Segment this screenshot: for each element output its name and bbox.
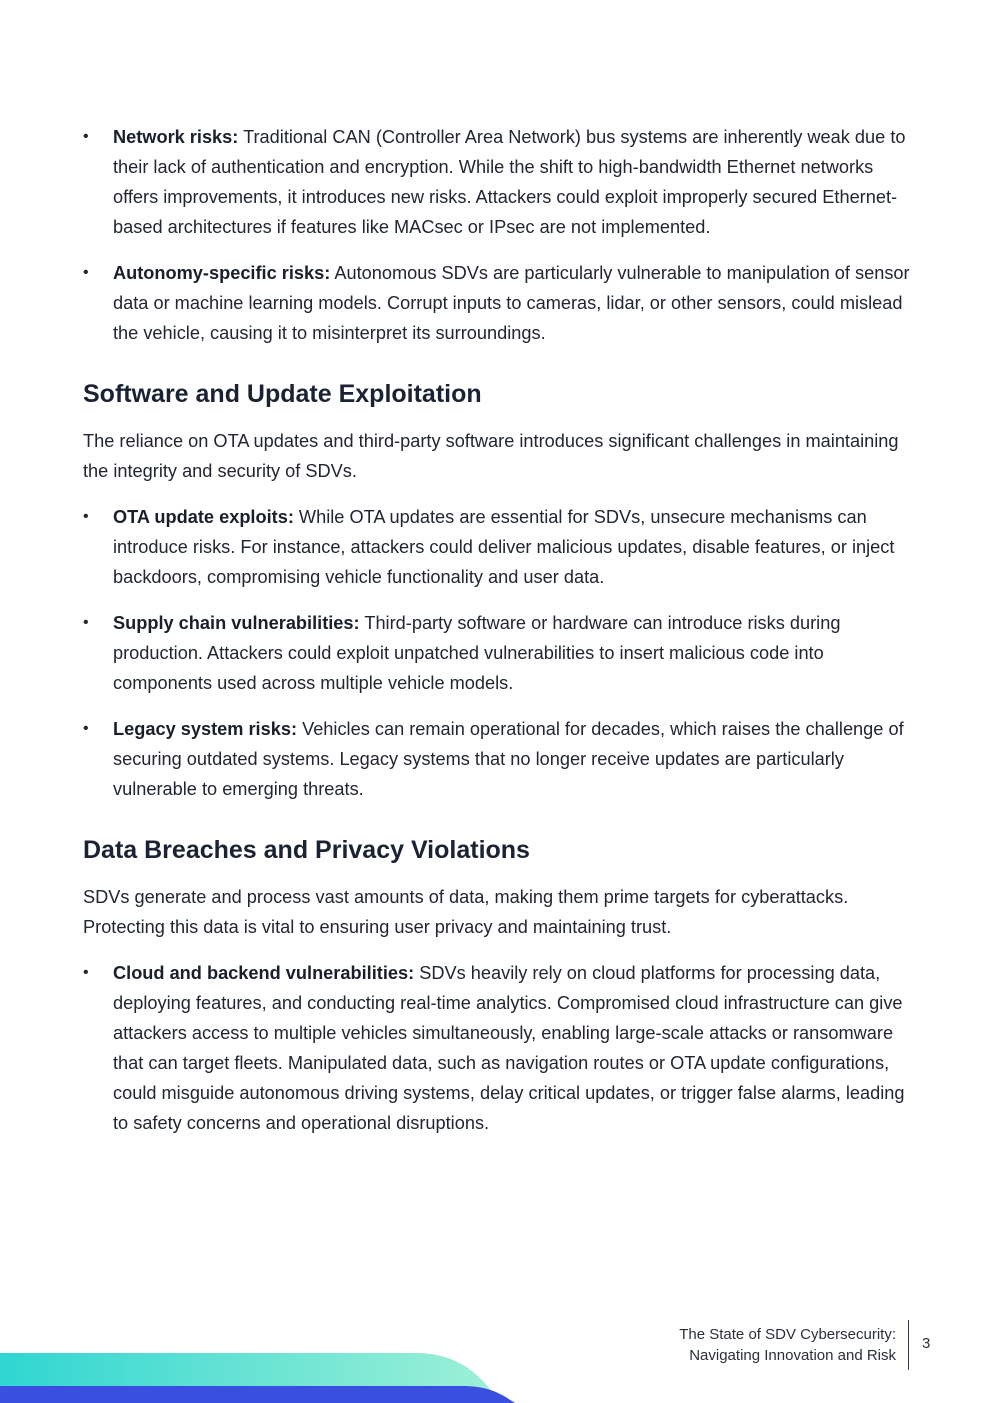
section-heading-software: Software and Update Exploitation <box>83 380 482 408</box>
section-heading-data-breaches: Data Breaches and Privacy Violations <box>83 836 530 864</box>
software-risks-list <box>83 502 913 804</box>
bullet-text: Third-party software or hardware can introduce risks during production. Attackers could exploit unpatched vulnerabilities to insert malicious code into components used across multiple vehicle models. <box>113 613 841 693</box>
footer-title-line-1: The State of SDV Cybersecurity: <box>679 1326 896 1343</box>
bullet-term: Supply chain vulnerabilities: <box>113 613 360 633</box>
list-item <box>83 258 913 348</box>
wave-blue-band <box>0 1386 515 1403</box>
data-risks-list <box>83 958 913 1138</box>
bullet-term: Cloud and backend vulnerabilities: <box>113 963 415 983</box>
bullet-term: Legacy system risks: <box>113 719 298 739</box>
footer-document-title <box>679 1324 896 1366</box>
bullet-text: Autonomous SDVs are particularly vulnerable to manipulation of sensor data or machine learning models. Corrupt inputs to cameras, lidar, or other sensors, could mislead the vehicle, causing it to misinterpret its surroundings. <box>113 263 910 343</box>
bullet-text: Vehicles can remain operational for decades, which raises the challenge of securing outdated systems. Legacy systems that no longer receive updates are particularly vulnerable to emerging threats. <box>113 719 904 799</box>
bullet-text: SDVs heavily rely on cloud platforms for processing data, deploying features, and conducting real-time analytics. Compromised cloud infrastructure can give attackers access to multiple vehicles simultaneously, enabling large-scale attacks or ransomware that can target fleets. Manipulated data, such as navigation routes or OTA update configurations, could misguide autonomous driving systems, delay critical updates, or trigger false alarms, leading to safety concerns and operational disruptions. <box>113 963 905 1133</box>
page-number: 3 <box>922 1335 931 1352</box>
list-item <box>83 958 913 1138</box>
list-item <box>83 502 913 592</box>
network-risks-list <box>83 122 913 348</box>
section-intro-software: The reliance on OTA updates and third-party software introduces significant challenges in maintaining the integrity and security of SDVs. <box>83 431 899 481</box>
bullet-text: Traditional CAN (Controller Area Network) bus systems are inherently weak due to their lack of authentication and encryption. While the shift to high-bandwidth Ethernet networks offers improvements, it introduces new risks. Attackers could exploit improperly secured Ethernet-based architectures if features like MACsec or IPsec are not implemented. <box>113 127 906 237</box>
bullet-term: Autonomy-specific risks: <box>113 263 331 283</box>
bullet-term: OTA update exploits: <box>113 507 294 527</box>
list-item <box>83 608 913 698</box>
bullet-text: While OTA updates are essential for SDVs, unsecure mechanisms can introduce risks. For instance, attackers could deliver malicious updates, disable features, or inject backdoors, compromising vehicle functionality and user data. <box>113 507 895 587</box>
footer-title-line-2: Navigating Innovation and Risk <box>689 1347 896 1364</box>
section-intro-data-breaches: SDVs generate and process vast amounts of data, making them prime targets for cyberattacks. Protecting this data is vital to ensuring user privacy and maintaining trust. <box>83 887 849 937</box>
bullet-term: Network risks: <box>113 127 239 147</box>
list-item <box>83 122 913 242</box>
decorative-wave-graphic <box>0 1340 520 1403</box>
list-item <box>83 714 913 804</box>
page-content <box>83 122 913 1154</box>
footer-divider <box>908 1320 909 1370</box>
